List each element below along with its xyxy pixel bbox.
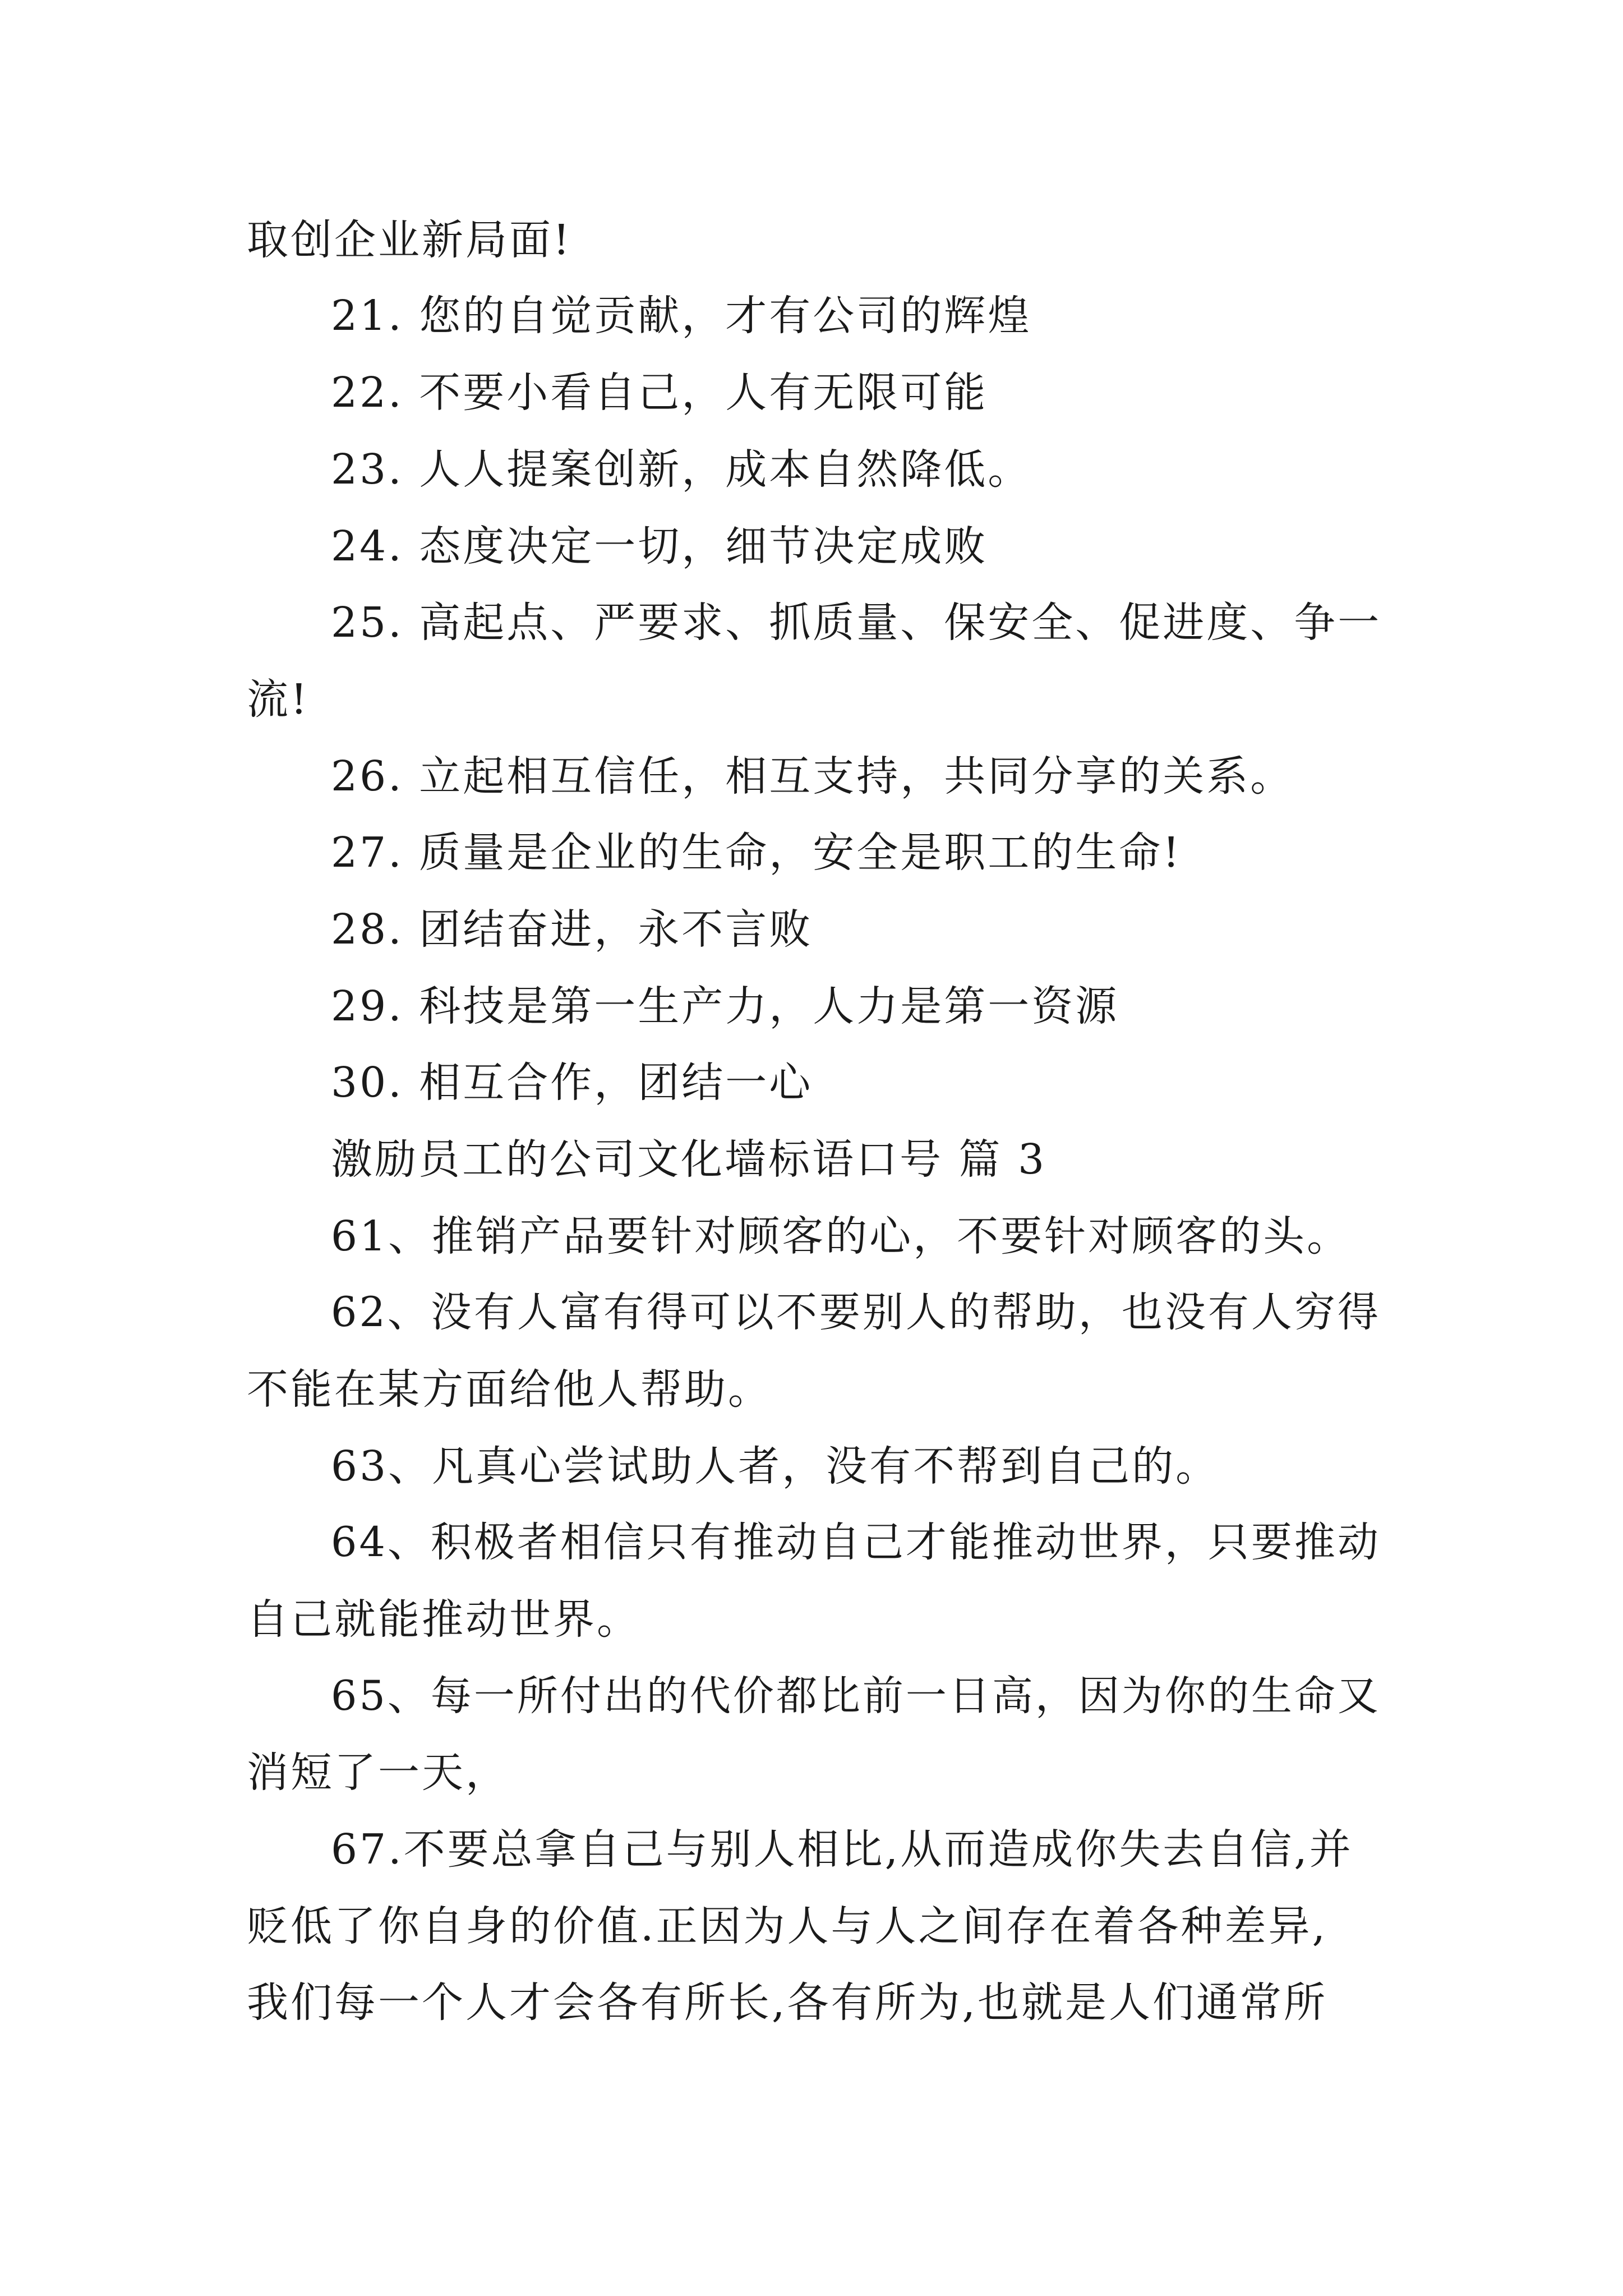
text-line: 63、凡真心尝试助人者，没有不帮到自己的。 <box>331 1442 1220 1490</box>
text-line: 61、推销产品要针对顾客的心，不要针对顾客的头。 <box>331 1212 1351 1260</box>
text-line: 30. 相互合作，团结一心 <box>331 1059 813 1107</box>
text-line: 25. 高起点、严要求、抓质量、保安全、促进度、争一 <box>331 599 1382 647</box>
text-line: 65、每一所付出的代价都比前一日高，因为你的生命又 <box>331 1672 1381 1720</box>
text-line: 64、积极者相信只有推动自己才能推动世界，只要推动 <box>331 1519 1381 1566</box>
text-line: 23. 人人提案创新，成本自然降低。 <box>331 445 1032 494</box>
text-line: 62、没有人富有得可以不要别人的帮助，也没有人穷得 <box>331 1289 1381 1336</box>
text-line: 67.不要总拿自己与别人相比,从而造成你失去自信,并 <box>331 1825 1353 1874</box>
text-line: 不能在某方面给他人帮助。 <box>247 1365 772 1414</box>
text-line: 消短了一天， <box>247 1749 509 1797</box>
text-line: 28. 团结奋进，永不言败 <box>331 905 813 954</box>
text-line: 26. 立起相互信任，相互支持，共同分享的关系。 <box>331 752 1294 800</box>
text-line: 27. 质量是企业的生命，安全是职工的生命! <box>331 829 1182 877</box>
text-line: 我们每一个人才会各有所长,各有所为,也就是人们通常所 <box>247 1978 1328 2027</box>
text-line: 贬低了你自身的价值.正因为人与人之间存在着各种差异, <box>247 1902 1328 1950</box>
text-line: 取创企业新局面! <box>247 216 572 264</box>
text-line: 流! <box>247 675 310 724</box>
text-line: 21. 您的自觉贡献，才有公司的辉煌 <box>331 292 1032 340</box>
section-heading: 激励员工的公司文化墙标语口号 篇 3 <box>331 1135 1047 1184</box>
text-line: 29. 科技是第一生产力，人力是第一资源 <box>331 982 1119 1030</box>
text-line: 自己就能推动世界。 <box>247 1595 640 1644</box>
text-line: 22. 不要小看自己，人有无限可能 <box>331 369 988 417</box>
text-line: 24. 态度决定一切，细节决定成败 <box>331 522 988 570</box>
